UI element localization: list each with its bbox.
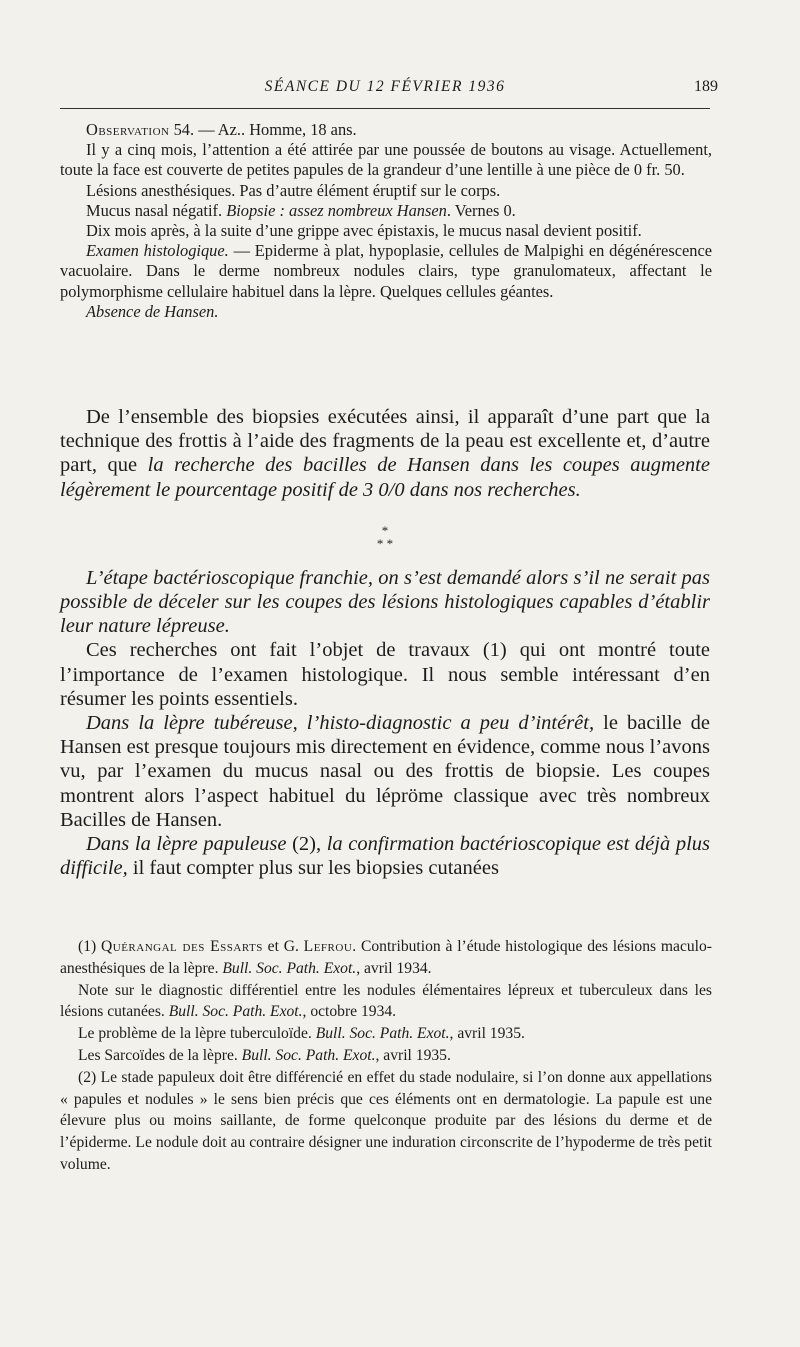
paragraph-2: L’étape bactérioscopique franchie, on s’est demandé alors s’il ne serait pas possible de déceler sur les coupes des lésions histologiques capables d’établir leur nature lépreuse.	[60, 566, 710, 638]
separator-star-top: *	[381, 522, 389, 538]
footnotes	[60, 936, 712, 1176]
paragraph-5-text: il faut compter plus sur les biopsies cutanées	[127, 857, 499, 880]
histology-text: — Epiderme à plat, hypoplasie, cellules de Malpighi en dégénérescence vacuolaire. Dans le derme nombreux nodules clairs, type granulomateux, affectant le polymorphisme cellulaire habituel dans la lèpre. Quelques cellules géantes.	[60, 241, 712, 301]
footnote-1-author-b: Lefrou	[303, 938, 353, 955]
observation-number: 54.	[173, 120, 195, 139]
separator-stars-bottom: * *	[376, 535, 394, 551]
paragraph-4-italic: Dans la lèpre tubéreuse, l’histo-diagnostic a peu d’intérêt,	[86, 712, 595, 735]
paragraph-4-text: le bacille de Hansen est presque toujours mis directement en évidence, comme nous l’avons vu, par l’examen du mucus nasal ou des frottis de biopsie. Les coupes montrent alors l’aspect habituel du lépröme classique avec très nombreux Bacilles de Hansen.	[60, 712, 710, 831]
paragraph-3: Ces recherches ont fait l’objet de travaux (1) qui ont montré toute l’importance de l’examen histologique. Il nous semble intéressant d’en résumer les points essentiels.	[60, 639, 710, 710]
paragraph-5	[60, 832, 710, 880]
vernes-text: . Vernes 0.	[446, 200, 516, 220]
paragraph-5-italic-b: la confirmation bactérioscopique est déjà plus difficile,	[60, 833, 710, 880]
footnote-ref-4-date: , avril 1935.	[375, 1046, 451, 1064]
footnote-1	[60, 936, 712, 980]
footnote-ref-3-journal: Bull. Soc. Path. Exot.	[315, 1025, 450, 1043]
footnote-ref-4-journal: Bull. Soc. Path. Exot.	[241, 1046, 376, 1064]
paragraph-4	[60, 711, 710, 832]
footnote-2: (2) Le stade papuleux doit être différencié en effet du stade nodulaire, si l’on donne aux appellations « papules et nodules » le sens bien précis que ces éléments ont en dermatologie. La papule est une élevure plus ou moins saillante, de forme quelconque produite par des lésions du derme et de l’épiderme. Le nodule doit au contraire désigner une induration circonscrite de l’hypoderme de très petit volume.	[60, 1068, 712, 1173]
page-number: 189	[694, 78, 718, 95]
paragraph-5-italic-a: Dans la lèpre papuleuse	[86, 833, 287, 856]
mucus-text: Mucus nasal négatif.	[86, 200, 227, 220]
observation-intro: — Az.. Homme, 18 ans.	[194, 120, 357, 139]
histology-label: Examen histologique.	[86, 241, 229, 261]
footnote-ref-2-text: Note sur le diagnostic différentiel entre les nodules élémentaires lépreux et tuberculeux dans les lésions cutanées.	[60, 981, 712, 1021]
footnote-ref-4-text: Les Sarcoïdes de la lèpre.	[78, 1046, 242, 1064]
footnote-ref-3-date: , avril 1935.	[449, 1025, 525, 1043]
observation-histology	[60, 241, 712, 302]
observation-followup: Dix mois après, à la suite d’une grippe avec épistaxis, le mucus nasal devient positif.	[86, 221, 642, 241]
header-rule	[60, 108, 710, 109]
footnote-1-ref-2	[60, 980, 712, 1024]
observation-label: Observation	[86, 120, 170, 139]
footnote-ref-3-text: Le problème de la lèpre tuberculoïde.	[78, 1025, 316, 1043]
observation-lesions: Lésions anesthésiques. Pas d’autre élément éruptif sur le corps.	[86, 180, 501, 200]
footnote-1-and: et G.	[262, 938, 304, 955]
observation-conclusion: Absence de Hansen.	[86, 301, 219, 321]
running-title: SÉANCE DU 12 FÉVRIER 1936	[264, 78, 506, 95]
footnote-1-ref-3	[60, 1023, 712, 1045]
footnote-1-ref-4	[60, 1045, 712, 1067]
biopsy-text: Biopsie : assez nombreux Hansen	[226, 200, 447, 220]
observation-block	[60, 120, 712, 322]
footnote-1-number: (1)	[78, 938, 101, 955]
footnote-1-text: . Contribution à l’étude histologique des lésions maculo-anesthésiques de la lèpre.	[60, 938, 712, 977]
observation-mucus	[60, 201, 712, 221]
observation-history: Il y a cinq mois, l’attention a été attirée par une poussée de boutons au visage. Actuellement, toute la face est couverte de petites papules de la grandeur d’une lentille à une pièce de 0 fr. 50.	[60, 140, 712, 180]
footnote-1-author-a: Quérangal des Essarts	[100, 938, 263, 955]
footnote-1-journal: Bull. Soc. Path. Exot.	[222, 959, 357, 977]
main-text	[60, 405, 710, 880]
footnote-ref-2-date: , octobre 1934.	[302, 1003, 397, 1021]
section-separator	[60, 524, 710, 550]
paragraph-1	[60, 405, 710, 502]
footnote-1-date: , avril 1934.	[356, 959, 432, 977]
footnote-ref-2-journal: Bull. Soc. Path. Exot.	[168, 1003, 303, 1021]
paragraph-1-text: De l’ensemble des biopsies exécutées ainsi, il apparaît d’une part que la technique des frottis à l’aide des fragments de la peau est excellente et, d’autre part, que	[60, 406, 710, 477]
observation-heading	[60, 120, 712, 140]
paragraph-1-italic: la recherche des bacilles de Hansen dans les coupes augmente légèrement le pourcentage positif de 3 0/0 dans nos recherches.	[60, 454, 710, 501]
page-header	[60, 78, 718, 102]
paragraph-5-ref: (2),	[286, 833, 327, 856]
